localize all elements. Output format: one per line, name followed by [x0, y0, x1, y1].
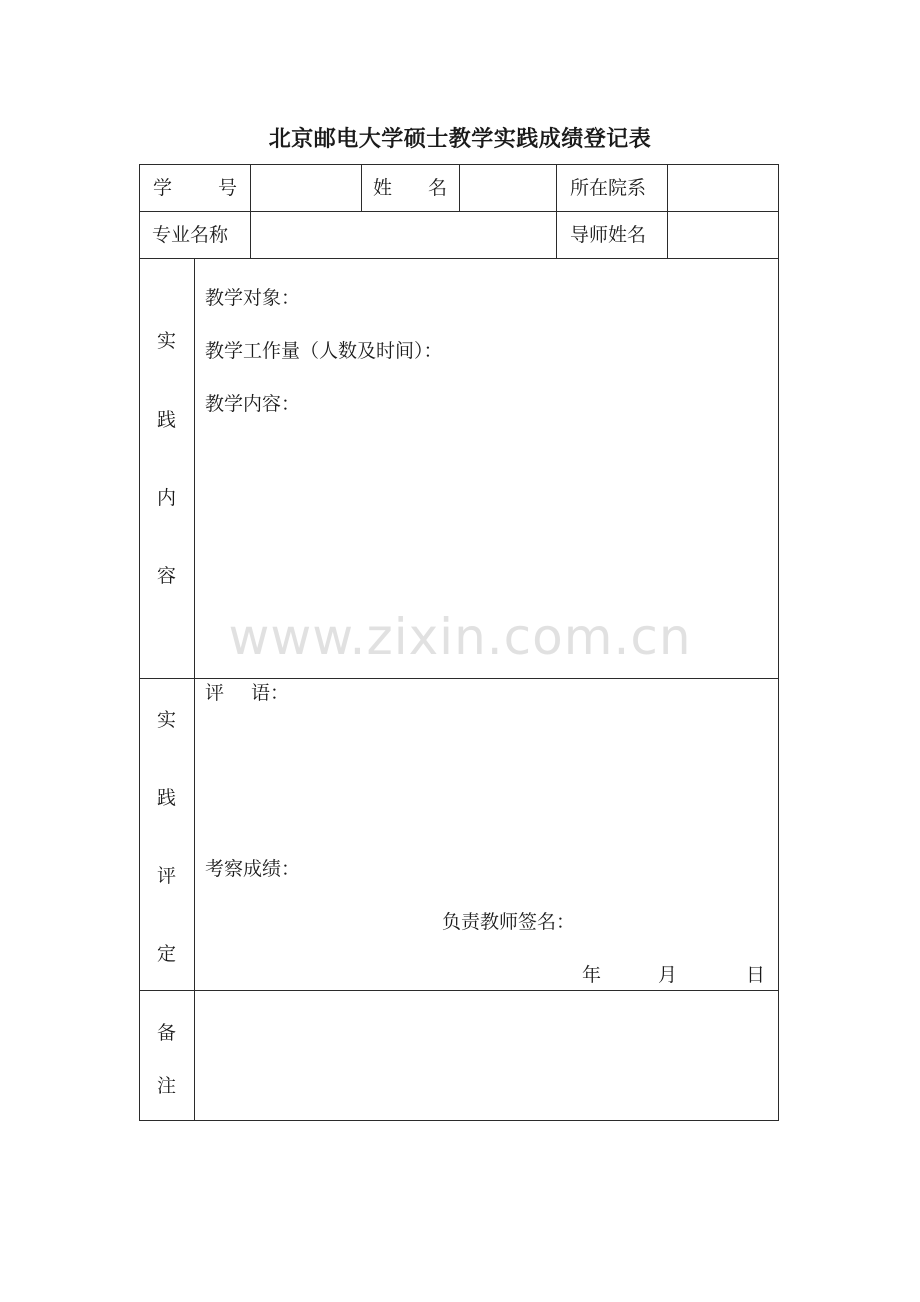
- comment-label: [205, 682, 289, 704]
- row-divider-1: [139, 211, 779, 212]
- date-month-label: 月: [658, 964, 678, 986]
- table-border-bottom: [139, 1120, 779, 1121]
- practice-content-side-char-2: 践: [156, 409, 176, 431]
- student-id-label: [153, 177, 237, 199]
- row1-col-divider-1: [250, 164, 251, 211]
- row-divider-4: [139, 990, 779, 991]
- row1-col-divider-3: [459, 164, 460, 211]
- practice-evaluation-side-char-3: 评: [156, 865, 176, 887]
- name-label-a: 姓: [373, 177, 393, 199]
- watermark: www.zixin.com.cn: [228, 608, 692, 666]
- date-day-label: 日: [746, 964, 766, 986]
- student-id-label-b: 号: [217, 177, 237, 199]
- side-column-divider: [194, 258, 195, 1120]
- row-divider-3: [139, 678, 779, 679]
- name-label-b: 名: [427, 177, 447, 199]
- row1-col-divider-5: [667, 164, 668, 258]
- remarks-side-char-1: 备: [156, 1022, 176, 1044]
- practice-evaluation-side-char-1: 实: [156, 709, 176, 731]
- advisor-field[interactable]: [669, 224, 775, 246]
- name-label: [373, 177, 447, 199]
- student-id-label-a: 学: [153, 177, 173, 199]
- comment-label-b: 语：: [250, 682, 289, 704]
- form-title: 北京邮电大学硕士教学实践成绩登记表: [268, 127, 652, 152]
- department-field[interactable]: [669, 177, 775, 199]
- row1-col-divider-2: [361, 164, 362, 211]
- grade-label: 考察成绩：: [205, 858, 301, 880]
- practice-content-side-char-1: 实: [156, 330, 176, 352]
- advisor-label: 导师姓名: [570, 224, 647, 246]
- practice-evaluation-side-char-4: 定: [156, 943, 176, 965]
- date-year-label: 年: [582, 964, 602, 986]
- student-id-field[interactable]: [252, 177, 358, 199]
- practice-content-side-char-3: 内: [156, 487, 176, 509]
- comment-label-a: 评: [205, 682, 225, 704]
- row-divider-2: [139, 258, 779, 259]
- teaching-object-label: 教学对象：: [205, 287, 301, 309]
- remarks-side-char-2: 注: [156, 1075, 176, 1097]
- department-label: 所在院系: [570, 177, 647, 199]
- major-label: 专业名称: [152, 224, 229, 246]
- major-field[interactable]: [252, 224, 554, 246]
- signature-label: 负责教师签名：: [442, 911, 576, 933]
- name-field[interactable]: [461, 177, 554, 199]
- practice-content-side-char-4: 容: [156, 565, 176, 587]
- teaching-workload-label: 教学工作量（人数及时间）：: [205, 340, 443, 362]
- practice-evaluation-side-char-2: 践: [156, 787, 176, 809]
- teaching-content-label: 教学内容：: [205, 393, 301, 415]
- row2-col-divider-1: [250, 211, 251, 258]
- row1-col-divider-4: [556, 164, 557, 258]
